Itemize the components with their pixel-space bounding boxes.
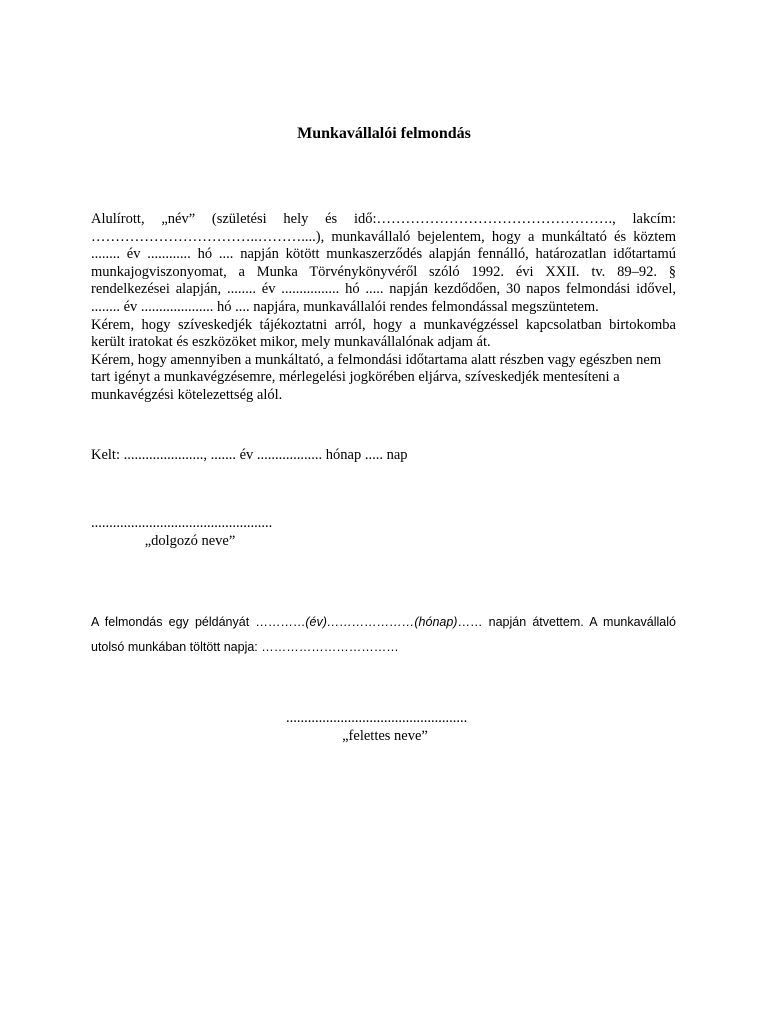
supervisor-signature-line: .................................................. bbox=[286, 710, 468, 726]
supervisor-name-label: „felettes neve” bbox=[342, 728, 428, 744]
receipt-month-label: (hónap) bbox=[414, 615, 458, 629]
date-line: Kelt: ......................, ....... év .................. hónap ..... nap bbox=[91, 447, 408, 463]
document-title: Munkavállalói felmondás bbox=[297, 125, 471, 142]
paragraph-handover: Kérem, hogy szíveskedjék tájékoztatni arról, hogy a munkavégzéssel kapcsolatban birtokomba került iratokat és eszközöket mikor, mely munkavállalónak adjam át. bbox=[91, 316, 676, 351]
receipt-year-label: (év) bbox=[305, 615, 327, 629]
receipt-text-start: A felmondás egy példányát ………… bbox=[91, 615, 306, 629]
paragraph-termination: Alulírott, „név” (születési hely és idő:…………………………………………., lakcím: ……………………………..………....), munkavállaló bejelentem, hogy a munkáltató és köztem ........ év ............ hó .... napján kötött munkaszerződés alapján fennálló, határozatlan időtartamú munkajogviszonyomat, a Munka Törvénykönyvéről szóló 1992. évi XXII. tv. 89–92. § rendelkezései alapján, ........ év ................ hó ..... napján kezdődően, 30 napos felmondási idővel, ........ év .................... hó .... napjára, munkavállalói rendes felmondással megszüntetem. bbox=[91, 211, 676, 315]
receipt-statement bbox=[91, 610, 676, 660]
receipt-text-end: …… napján átvettem. A munkavállaló utolsó munkában töltött napja: …………………………… bbox=[91, 615, 676, 654]
paragraph-exemption: Kérem, hogy amennyiben a munkáltató, a felmondási időtartama alatt részben vagy egészben nem tart igényt a munkavégzésemre, mérlegelési jogkörében eljárva, szíveskedjék mentesíteni a munkavégzési kötelezettség alól. bbox=[91, 351, 662, 403]
supervisor-signature-block bbox=[286, 709, 484, 745]
employee-signature-block bbox=[91, 514, 289, 550]
employee-name-label: „dolgozó neve” bbox=[144, 533, 236, 549]
employee-signature-line: .................................................. bbox=[91, 515, 273, 531]
document-body bbox=[91, 211, 676, 405]
receipt-dots: ………………… bbox=[326, 615, 415, 629]
